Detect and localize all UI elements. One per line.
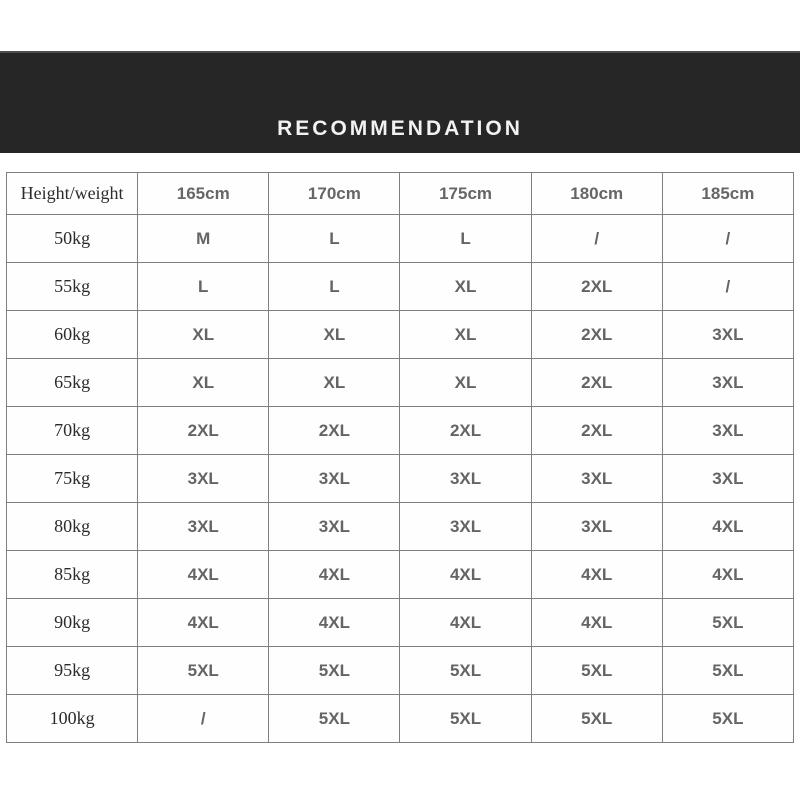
size-cell: 3XL: [531, 503, 662, 551]
size-cell: 4XL: [531, 551, 662, 599]
size-cell: 4XL: [400, 599, 531, 647]
size-cell: 4XL: [400, 551, 531, 599]
size-cell: 3XL: [138, 455, 269, 503]
size-cell: 5XL: [662, 647, 793, 695]
table-row: [7, 455, 794, 503]
size-cell: 4XL: [269, 551, 400, 599]
column-header: 185cm: [662, 173, 793, 215]
size-cell: 4XL: [138, 599, 269, 647]
weight-cell: 95kg: [7, 647, 138, 695]
size-cell: 2XL: [531, 311, 662, 359]
size-cell: 5XL: [662, 599, 793, 647]
size-cell: 5XL: [138, 647, 269, 695]
size-cell: 5XL: [269, 695, 400, 743]
size-cell: 3XL: [400, 503, 531, 551]
weight-cell: 90kg: [7, 599, 138, 647]
size-cell: 3XL: [531, 455, 662, 503]
size-cell: M: [138, 215, 269, 263]
size-cell: /: [531, 215, 662, 263]
size-cell: /: [662, 215, 793, 263]
table-row: [7, 311, 794, 359]
size-cell: 5XL: [531, 647, 662, 695]
weight-cell: 100kg: [7, 695, 138, 743]
table-row: [7, 215, 794, 263]
size-cell: L: [269, 263, 400, 311]
size-cell: 3XL: [138, 503, 269, 551]
size-cell: 3XL: [662, 455, 793, 503]
size-cell: /: [138, 695, 269, 743]
size-cell: XL: [269, 311, 400, 359]
size-cell: XL: [269, 359, 400, 407]
table-row: [7, 695, 794, 743]
table-row: [7, 359, 794, 407]
size-cell: XL: [400, 311, 531, 359]
size-cell: 5XL: [400, 695, 531, 743]
table-row: [7, 551, 794, 599]
size-cell: XL: [400, 263, 531, 311]
size-cell: 2XL: [269, 407, 400, 455]
size-cell: 4XL: [662, 551, 793, 599]
size-cell: /: [662, 263, 793, 311]
size-cell: L: [269, 215, 400, 263]
table-row: [7, 263, 794, 311]
column-header: 165cm: [138, 173, 269, 215]
size-cell: 3XL: [662, 311, 793, 359]
table-row: [7, 503, 794, 551]
weight-cell: 80kg: [7, 503, 138, 551]
size-cell: 2XL: [531, 407, 662, 455]
size-cell: 2XL: [531, 359, 662, 407]
table-body: [7, 215, 794, 743]
weight-cell: 55kg: [7, 263, 138, 311]
size-cell: L: [138, 263, 269, 311]
size-cell: 3XL: [662, 359, 793, 407]
size-recommendation-table: [6, 172, 794, 743]
size-cell: 5XL: [269, 647, 400, 695]
size-cell: 2XL: [400, 407, 531, 455]
size-cell: XL: [138, 359, 269, 407]
table-row: [7, 407, 794, 455]
corner-header: Height/weight: [7, 173, 138, 215]
weight-cell: 85kg: [7, 551, 138, 599]
size-cell: L: [400, 215, 531, 263]
size-cell: XL: [138, 311, 269, 359]
weight-cell: 50kg: [7, 215, 138, 263]
column-header: 170cm: [269, 173, 400, 215]
table-row: [7, 599, 794, 647]
size-cell: 5XL: [662, 695, 793, 743]
size-cell: XL: [400, 359, 531, 407]
weight-cell: 60kg: [7, 311, 138, 359]
table-header: [7, 173, 794, 215]
size-cell: 5XL: [531, 695, 662, 743]
size-cell: 4XL: [138, 551, 269, 599]
size-cell: 5XL: [400, 647, 531, 695]
size-cell: 3XL: [400, 455, 531, 503]
size-cell: 3XL: [662, 407, 793, 455]
size-cell: 2XL: [531, 263, 662, 311]
header-row: [7, 173, 794, 215]
size-cell: 3XL: [269, 455, 400, 503]
column-header: 175cm: [400, 173, 531, 215]
size-cell: 4XL: [531, 599, 662, 647]
size-cell: 3XL: [269, 503, 400, 551]
weight-cell: 65kg: [7, 359, 138, 407]
weight-cell: 75kg: [7, 455, 138, 503]
size-cell: 4XL: [662, 503, 793, 551]
table-row: [7, 647, 794, 695]
column-header: 180cm: [531, 173, 662, 215]
size-cell: 4XL: [269, 599, 400, 647]
size-cell: 2XL: [138, 407, 269, 455]
recommendation-banner: [0, 51, 800, 153]
banner-title: RECOMMENDATION: [277, 117, 523, 140]
weight-cell: 70kg: [7, 407, 138, 455]
